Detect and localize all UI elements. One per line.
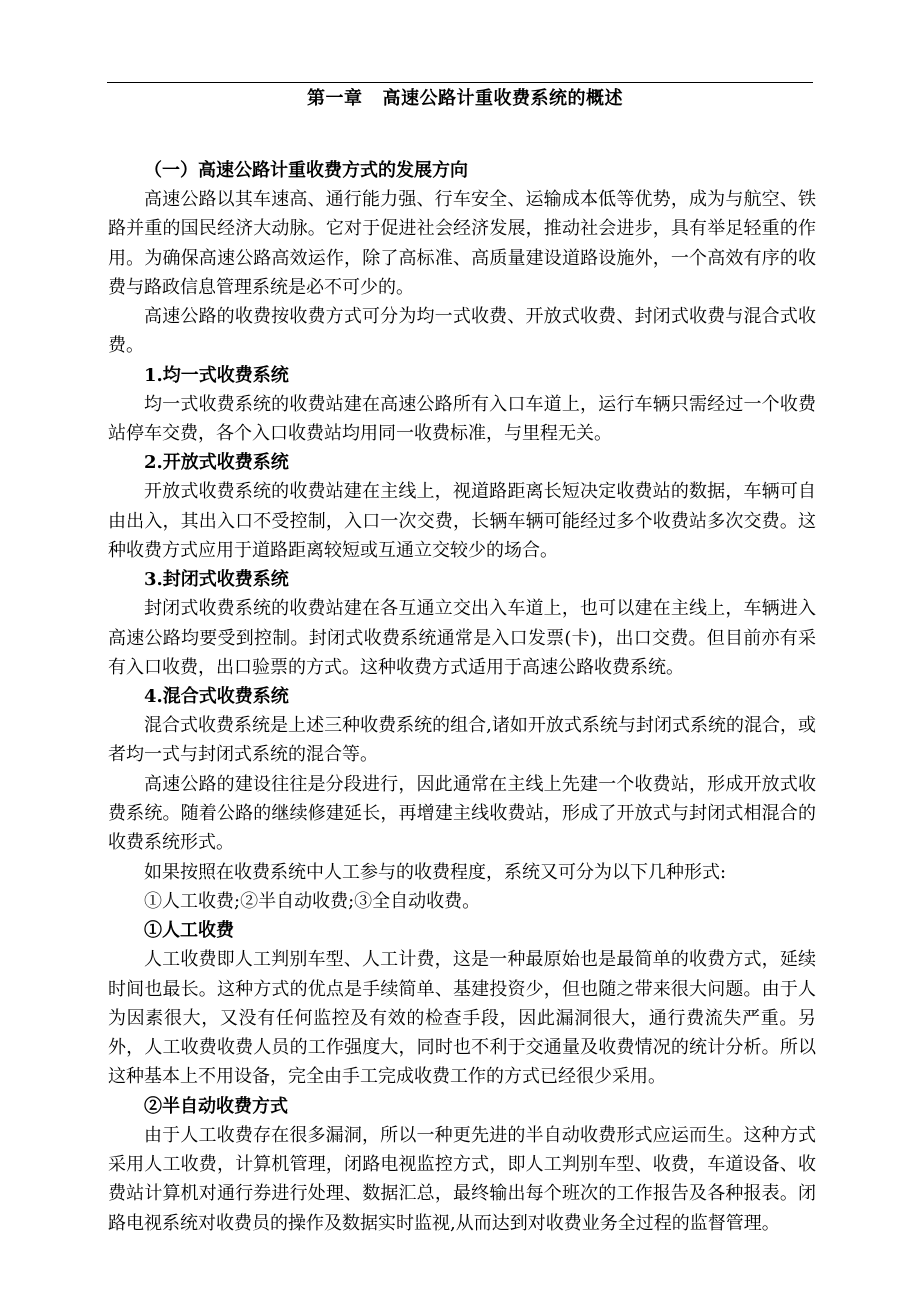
subsection-heading: 2.开放式收费系统 — [144, 452, 289, 474]
paragraph: 封闭式收费系统的收费站建在各互通立交出入车道上，也可以建在主线上，车辆进入高速公路均要受到控制。封闭式收费系统通常是入口发票(卡)，出口交费。但目前亦有采有入口收费，出口验票的方式。这种收费方式适用于高速公路收费系统。 — [108, 598, 816, 678]
paragraph: 如果按照在收费系统中人工参与的收费程度，系统又可分为以下几种形式: — [144, 861, 727, 883]
header-rule — [107, 82, 813, 83]
paragraph: 高速公路以其车速高、通行能力强、行车安全、运输成本低等优势，成为与航空、铁路并重的国民经济大动脉。它对于促进社会经济发展，推动社会进步，具有举足轻重的作用。为确保高速公路高效运作，除了高标准、高质量建设道路设施外，一个高效有序的收费与路政信息管理系统是必不可少的。 — [108, 189, 816, 298]
subsection-heading: ①人工收费 — [144, 920, 234, 942]
paragraph: 高速公路的建设往往是分段进行，因此通常在主线上先建一个收费站，形成开放式收费系统。随着公路的继续修建延长，再增建主线收费站，形成了开放式与封闭式相混合的收费系统形式。 — [108, 773, 816, 854]
chapter-title-text: 高速公路计重收费系统的概述 — [382, 88, 623, 109]
document-body — [108, 86, 816, 1238]
paragraph: 由于人工收费存在很多漏洞，所以一种更先进的半自动收费形式应运而生。这种方式采用人工收费，计算机管理，闭路电视监控方式，即人工判别车型、收费，车道设备、收费站计算机对通行券进行处理、数据汇总，最终输出每个班次的工作报告及各种报表。闭路电视系统对收费员的操作及数据实时监视,从而达到对收费业务全过程的监督管理。 — [108, 1124, 816, 1234]
subsection-heading: 1.均一式收费系统 — [144, 364, 289, 386]
paragraph: 混合式收费系统是上述三种收费系统的组合,诸如开放式系统与封闭式系统的混合，或者均一式与封闭式系统的混合等。 — [108, 715, 816, 766]
section-heading: （一）高速公路计重收费方式的发展方向 — [144, 160, 468, 181]
paragraph: 开放式收费系统的收费站建在主线上，视道路距离长短决定收费站的数据，车辆可自由出入，其出入口不受控制，入口一次交费，长辆车辆可能经过多个收费站多次交费。这种收费方式应用于道路距离较短或互通立交较少的场合。 — [108, 481, 816, 561]
chapter-title — [114, 86, 816, 112]
chapter-number: 第一章 — [307, 88, 363, 109]
paragraph: 高速公路的收费按收费方式可分为均一式收费、开放式收费、封闭式收费与混合式收费。 — [108, 306, 816, 357]
text-blocks — [108, 156, 816, 1238]
subsection-heading: ②半自动收费方式 — [144, 1095, 288, 1117]
paragraph: 均一式收费系统的收费站建在高速公路所有入口车道上，运行车辆只需经过一个收费站停车交费，各个入口收费站均用同一收费标准，与里程无关。 — [108, 393, 816, 445]
paragraph: ①人工收费;②半自动收费;③全自动收费。 — [144, 890, 481, 912]
subsection-heading: 4.混合式收费系统 — [144, 686, 289, 708]
subsection-heading: 3.封闭式收费系统 — [144, 569, 289, 591]
paragraph: 人工收费即人工判别车型、人工计费，这是一种最原始也是最简单的收费方式，延续时间也最长。这种方式的优点是手续简单、基建投资少，但也随之带来很大问题。由于人为因素很大，又没有任何监控及有效的检查手段，因此漏洞很大，通行费流失严重。另外，人工收费收费人员的工作强度大，同时也不利于交通量及收费情况的统计分析。所以这种基本上不用设备，完全由手工完成收费工作的方式已经很少采用。 — [108, 949, 816, 1088]
